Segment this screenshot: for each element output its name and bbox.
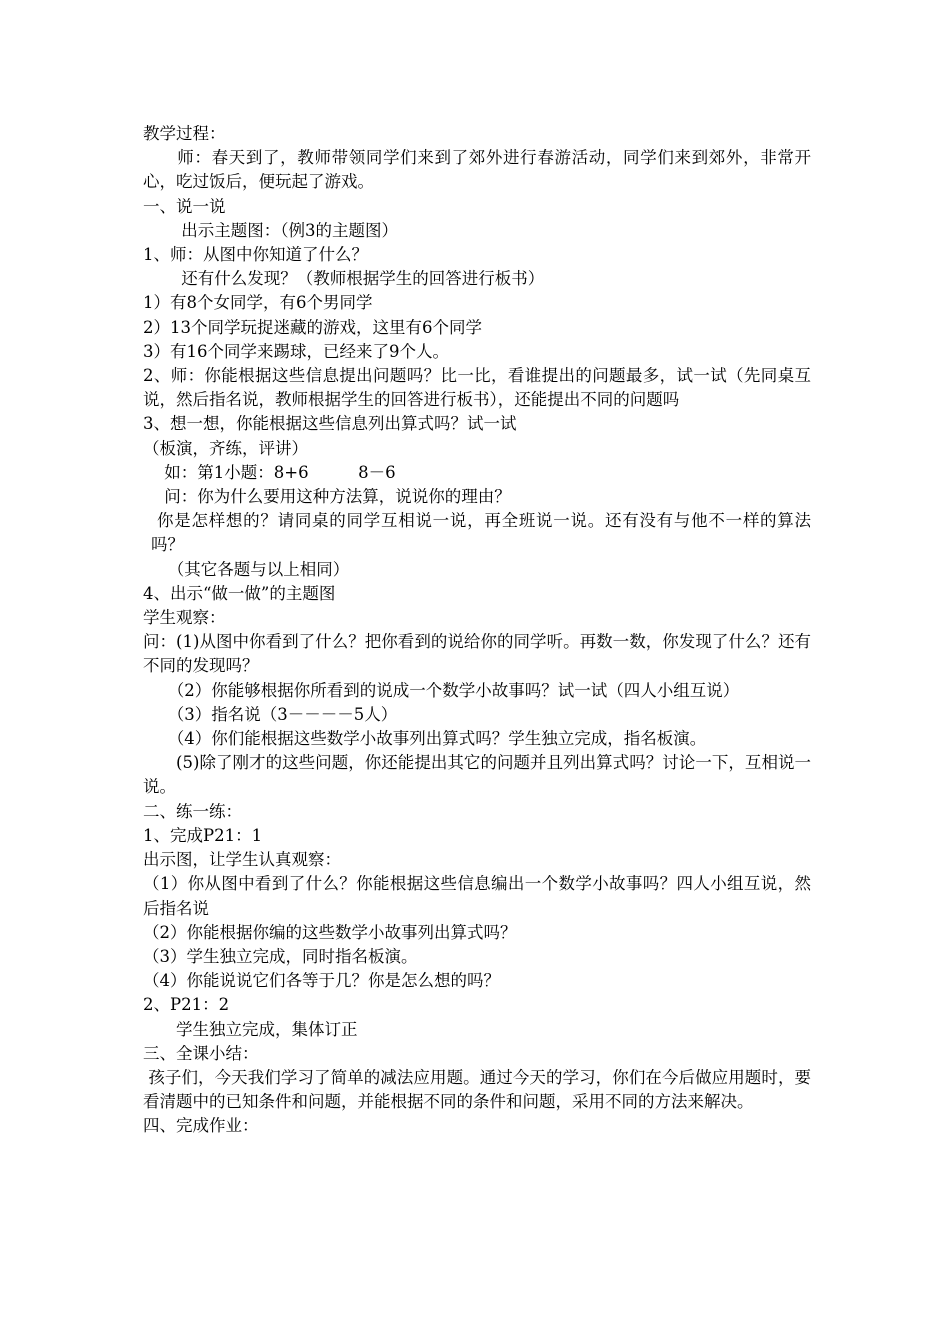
paragraph: (5)除了刚才的这些问题，你还能提出其它的问题并且列出算式吗？讨论一下，互相说一说。: [143, 753, 811, 797]
list-item: 3）有16个同学来踢球，已经来了9个人。: [143, 341, 449, 361]
list-item: （2）你能根据你编的这些数学小故事列出算式吗？: [143, 922, 517, 942]
section-heading: 一、说一说: [143, 196, 226, 216]
list-item: （4）你能说说它们各等于几？你是怎么想的吗？: [143, 971, 500, 991]
paragraph: 学生独立完成，集体订正: [143, 1019, 358, 1039]
paragraph: （2）你能够根据你所看到的说成一个数学小故事吗？试一试（四人小组互说）: [143, 680, 740, 700]
paragraph: 你是怎样想的？请同桌的同学互相说一说，再全班说一说。还有没有与他不一样的算法吗？: [151, 511, 812, 555]
paragraph: 2、师：你能根据这些信息提出问题吗？比一比，看谁提出的问题最多，试一试（先同桌互说，然后指名说，教师根据学生的回答进行板书），还能提出不同的问题吗: [143, 366, 811, 410]
paragraph: （3）指名说（3－－－－5人）: [143, 704, 398, 724]
paragraph: 问：(1)从图中你看到了什么？把你看到的说给你的同学听。再数一数，你发现了什么？还有不同的发现吗？: [143, 632, 811, 676]
paragraph: （其它各题与以上相同）: [143, 559, 350, 579]
paragraph: （4）你们能根据这些数学小故事列出算式吗？学生独立完成，指名板演。: [143, 729, 707, 749]
lesson-text: [143, 122, 811, 1139]
paragraph: 孩子们，今天我们学习了简单的减法应用题。通过今天的学习，你们在今后做应用题时，要看清题中的已知条件和问题，并能根据不同的条件和问题，采用不同的方法来解决。: [143, 1067, 812, 1112]
list-item: （1）你从图中看到了什么？你能根据这些信息编出一个数学小故事吗？四人小组互说，然后指名说: [143, 874, 811, 918]
paragraph: 出示主题图：（例3的主题图）: [143, 220, 398, 240]
section-heading: 二、练一练：: [143, 801, 242, 821]
list-item: （3）学生独立完成，同时指名板演。: [143, 946, 418, 966]
paragraph: 问：你为什么要用这种方法算，说说你的理由？: [159, 487, 511, 507]
paragraph: 学生观察：: [143, 608, 226, 628]
paragraph: （板演，齐练，评讲）: [143, 438, 308, 458]
paragraph: 师：春天到了，教师带领同学们来到了郊外进行春游活动，同学们来到郊外，非常开心，吃过饭后，便玩起了游戏。: [143, 148, 811, 192]
paragraph: 如：第1小题：8+6 8－6: [159, 462, 396, 482]
section-heading: 三、全课小结：: [143, 1043, 259, 1063]
paragraph: 出示图，让学生认真观察：: [143, 850, 341, 870]
paragraph: 1、师：从图中你知道了什么？: [143, 245, 368, 265]
section-heading: 四、完成作业：: [143, 1116, 259, 1136]
paragraph: 4、出示“做一做”的主题图: [143, 583, 336, 603]
list-item: 2）13个同学玩捉迷藏的游戏，这里有6个同学: [143, 317, 482, 337]
paragraph: 还有什么发现？（教师根据学生的回答进行板书）: [143, 269, 545, 289]
paragraph: 2、P21：2: [143, 995, 230, 1015]
paragraph: 3、想一想，你能根据这些信息列出算式吗？试一试: [143, 414, 517, 434]
paragraph: 1、完成P21：1: [143, 825, 263, 845]
list-item: 1）有8个女同学，有6个男同学: [143, 293, 373, 313]
section-heading: 教学过程：: [143, 124, 226, 143]
